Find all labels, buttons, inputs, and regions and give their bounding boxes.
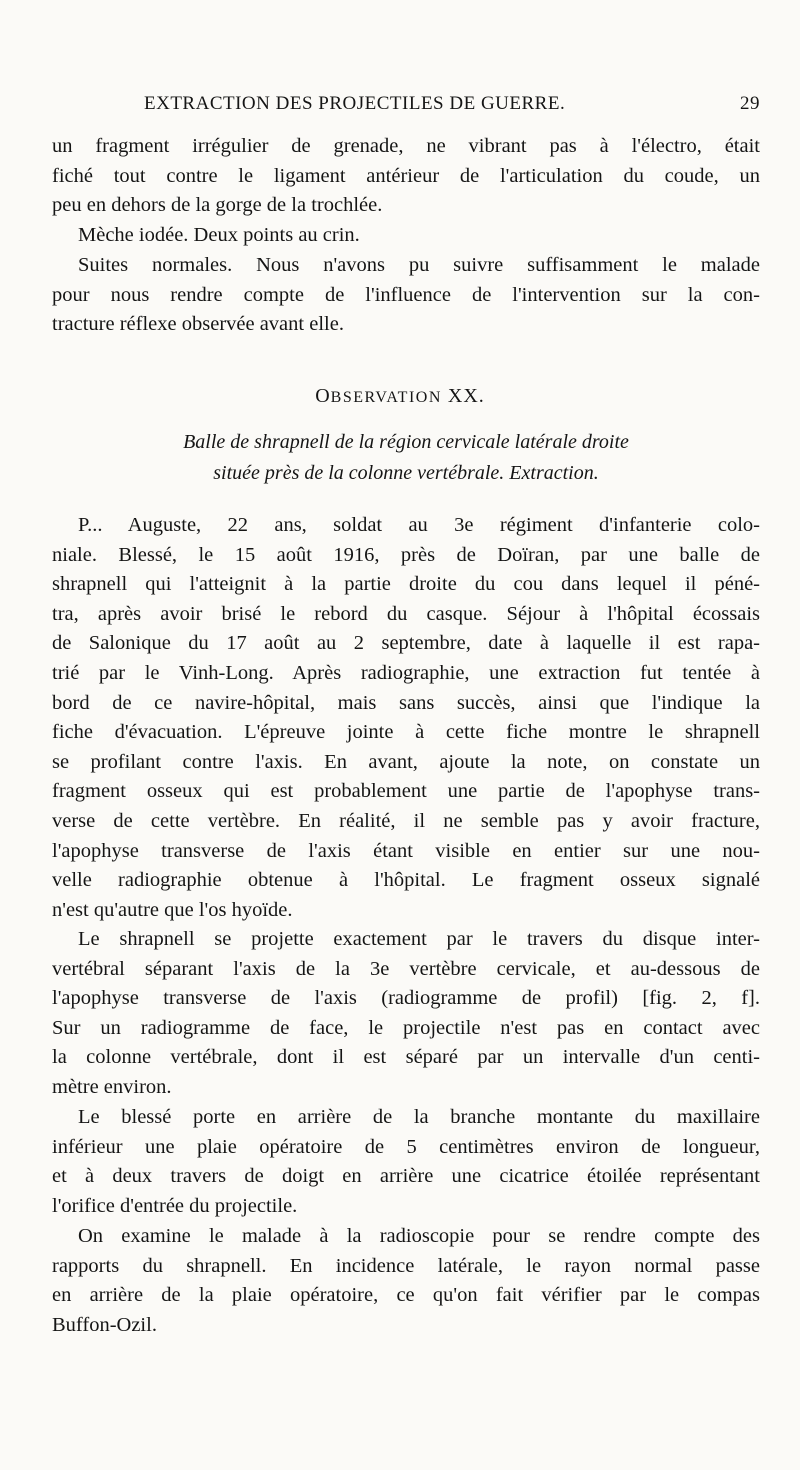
text-line: rapports du shrapnell. En incidence latérale, le rayon normal passe: [52, 1254, 760, 1277]
text-line: et à deux travers de doigt en arrière une cicatrice étoilée représentant: [52, 1165, 760, 1188]
subtitle-line: située près de la colonne vertébrale. Extraction.: [213, 462, 599, 484]
text-line: n'est qu'autre que l'os hyoïde.: [52, 898, 293, 921]
paragraph-radioscopy: [52, 1222, 760, 1340]
text-line: velle radiographie obtenue à l'hôpital. Le fragment osseux signalé: [52, 869, 760, 892]
text-line: vertébral séparant l'axis de la 3e vertèbre cervicale, et au-dessous de: [52, 957, 760, 980]
text-line: shrapnell qui l'atteignit à la partie droite du cou dans lequel il péné-: [52, 573, 760, 596]
paragraph-case-history: [52, 511, 760, 925]
text-line: Suites normales. Nous n'avons pu suivre suffisamment le malade: [78, 254, 760, 276]
text-line: fiche d'évacuation. L'épreuve jointe à cette fiche montre le shrapnell: [52, 721, 760, 744]
subtitle-line: Balle de shrapnell de la région cervicale latérale droite: [183, 431, 629, 453]
text-line: l'apophyse transverse de l'axis (radiogramme de profil) [fig. 2, f].: [52, 987, 760, 1010]
observation-heading: [0, 385, 800, 408]
paragraph-wound: [52, 1103, 760, 1221]
text-line: tra, après avoir brisé le rebord du casque. Séjour à l'hôpital écossais: [52, 602, 760, 625]
text-line: en arrière de la plaie opératoire, ce qu'on fait vérifier par le compas: [52, 1284, 760, 1307]
observation-subtitle: [52, 427, 760, 489]
text-line: On examine le malade à la radioscopie pour se rendre compte des: [78, 1225, 760, 1247]
text-line: l'orifice d'entrée du projectile.: [52, 1194, 298, 1217]
text-line: la colonne vertébrale, dont il est séparé par un intervalle d'un centi-: [52, 1046, 760, 1069]
text-line: fragment osseux qui est probablement une partie de l'apophyse trans-: [52, 780, 760, 803]
text-line: un fragment irrégulier de grenade, ne vibrant pas à l'électro, était: [52, 135, 760, 157]
text-line: mètre environ.: [52, 1075, 172, 1098]
text-line: niale. Blessé, le 15 août 1916, près de Doïran, par une balle de: [52, 543, 760, 566]
observation-label-rest: BSERVATION: [330, 389, 442, 406]
running-title: EXTRACTION DES PROJECTILES DE GUERRE.: [144, 93, 566, 114]
text-line: verse de cette vertèbre. En réalité, il ne semble pas y avoir fracture,: [52, 809, 760, 832]
text-line: tracture réflexe observée avant elle.: [52, 313, 344, 336]
text-line: peu en dehors de la gorge de la trochlée.: [52, 194, 383, 217]
page-number: 29: [740, 93, 760, 114]
text-line: P... Auguste, 22 ans, soldat au 3e régiment d'infanterie colo-: [78, 514, 760, 536]
paragraph-follow-up: [52, 251, 760, 340]
paragraph-radiography: [52, 925, 760, 1103]
paragraph-case-end: [52, 132, 760, 221]
text-line: pour nous rendre compte de l'influence de l'intervention sur la con-: [52, 283, 760, 306]
text-line: Mèche iodée. Deux points au crin.: [78, 224, 360, 246]
text-line: inférieur une plaie opératoire de 5 centimètres environ de longueur,: [52, 1135, 760, 1158]
text-line: Le shrapnell se projette exactement par le travers du disque inter-: [78, 928, 760, 950]
text-line: Le blessé porte en arrière de la branche montante du maxillaire: [78, 1106, 760, 1128]
paragraph-treatment: [52, 221, 786, 251]
text-line: fiché tout contre le ligament antérieur de l'articulation du coude, un: [52, 164, 760, 187]
text-line: trié par le Vinh-Long. Après radiographie, une extraction fut tentée à: [52, 661, 760, 684]
text-line: se profilant contre l'axis. En avant, ajoute la note, on constate un: [52, 750, 760, 773]
observation-number: XX.: [447, 385, 485, 407]
text-line: bord de ce navire-hôpital, mais sans succès, ainsi que l'indique la: [52, 691, 760, 714]
text-line: de Salonique du 17 août au 2 septembre, date à laquelle il est rapa-: [52, 632, 760, 655]
observation-label-initial: O: [315, 385, 331, 407]
text-line: Buffon-Ozil.: [52, 1313, 157, 1336]
running-header: [52, 93, 760, 123]
text-line: Sur un radiogramme de face, le projectile n'est pas en contact avec: [52, 1016, 760, 1039]
text-line: l'apophyse transverse de l'axis étant visible en entier sur une nou-: [52, 839, 760, 862]
